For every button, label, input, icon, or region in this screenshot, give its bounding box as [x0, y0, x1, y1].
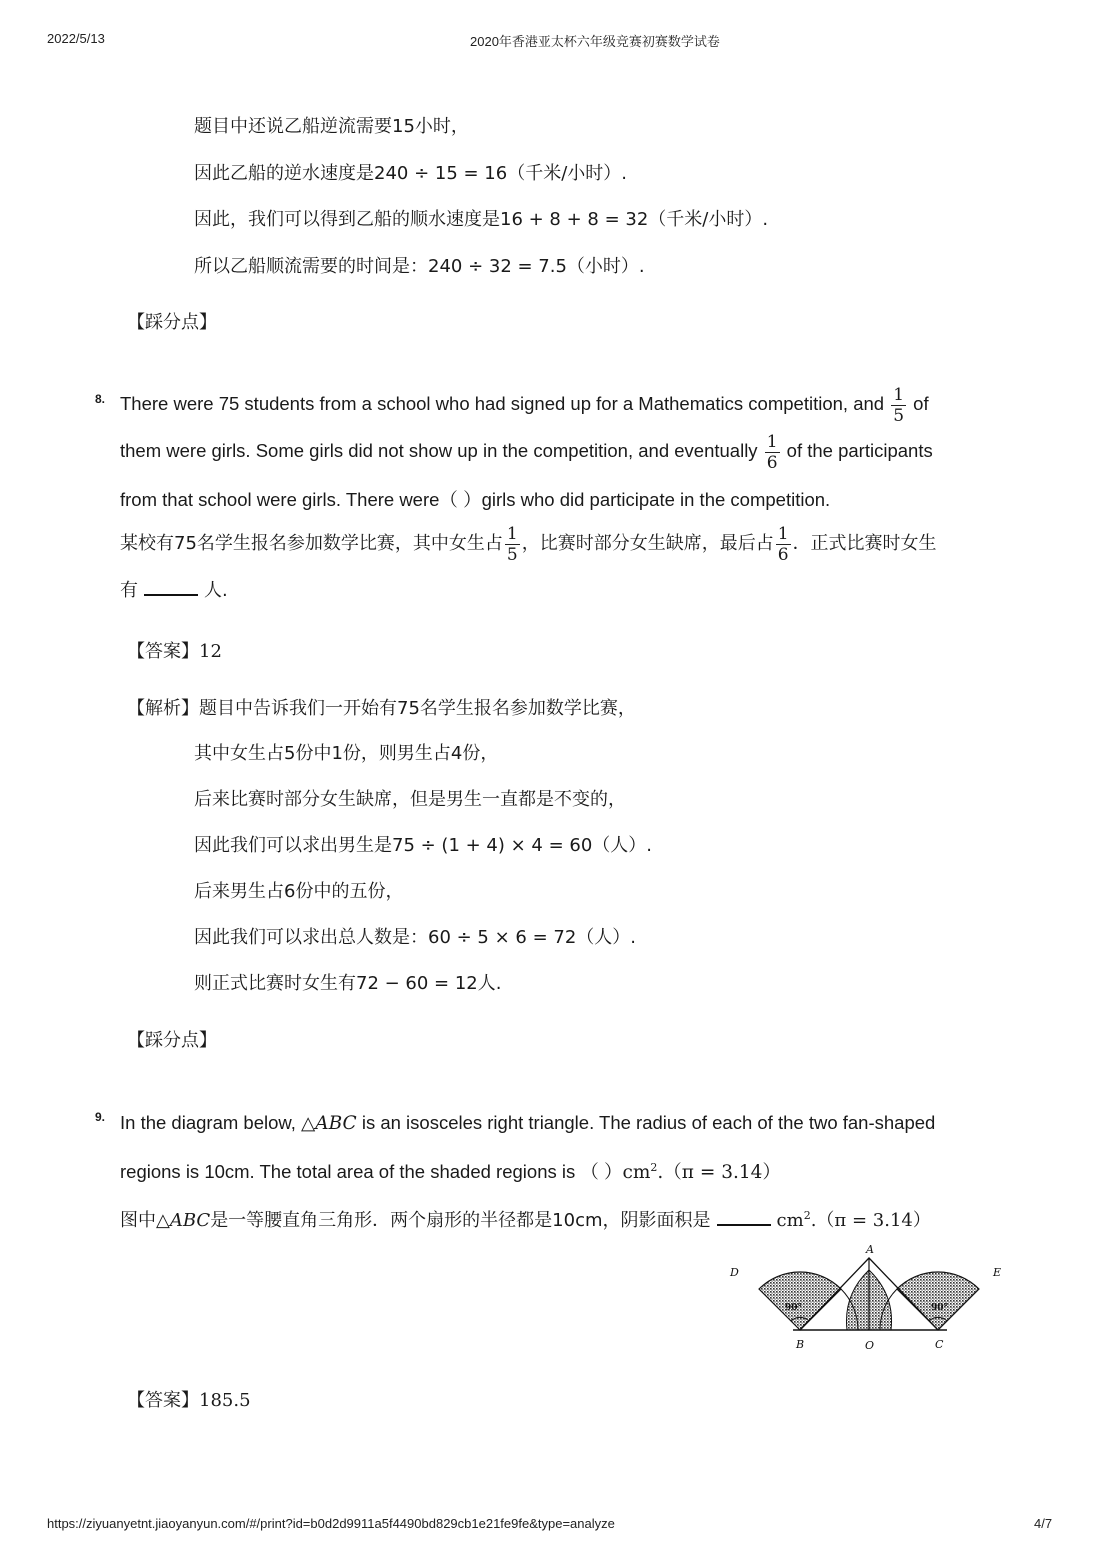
q8-chinese-line1: [120, 522, 937, 566]
fraction-one-sixth: [776, 524, 791, 565]
unit-exponent: 2: [650, 1160, 658, 1174]
answer-blank: [717, 1208, 771, 1226]
scoring-points-label: 【踩分点】: [127, 1030, 217, 1051]
q9-en-text: regions is 10cm. The total area of the shaded regions is （ ）: [120, 1161, 623, 1182]
analysis-line: 后来比赛时部分女生缺席，但是男生一直都是不变的，: [194, 789, 626, 810]
unit-cm: cm: [622, 1162, 651, 1183]
q8-english-line3: from that school were girls. There were（ ）girls who did participate in the competition.: [120, 489, 831, 510]
q9-en-text: In the diagram below,: [120, 1112, 296, 1133]
q9-zh-text: 是一等腰直角三角形．两个扇形的半径都是10cm，阴影面积是: [210, 1210, 711, 1231]
angle-label-left: 90°: [785, 1303, 803, 1313]
q9-zh-text: .（π = 3.14）: [810, 1210, 931, 1231]
answer-value: 185.5: [199, 1390, 251, 1411]
analysis-line: 因此我们可以求出总人数是：60 ÷ 5 × 6 = 72（人）.: [194, 927, 637, 948]
q8-zh-text: ，比赛时部分女生缺席，最后占: [521, 533, 774, 554]
solution-line: 题目中还说乙船逆流需要15小时，: [194, 116, 469, 137]
scoring-points-label: 【踩分点】: [127, 312, 217, 333]
answer-label: 【答案】: [127, 641, 199, 662]
fraction-one-fifth: [505, 524, 520, 565]
angle-label-right: 90°: [931, 1303, 949, 1313]
label-a: A: [866, 1243, 874, 1256]
denominator: 5: [893, 405, 905, 426]
q9-chinese-line: [120, 1204, 931, 1233]
unit-exponent: 2: [803, 1209, 811, 1222]
q8-en-text: of: [913, 393, 929, 414]
denominator: 6: [777, 544, 789, 565]
answer-row: [127, 1389, 251, 1413]
q8-en-text: them were girls. Some girls did not show up in the competition, and eventually: [120, 440, 758, 461]
q8-english-line1: [120, 382, 929, 426]
q8-zh-text: ．正式比赛时女生: [792, 533, 937, 554]
answer-value: 12: [199, 641, 222, 662]
q9-english-line2: [120, 1158, 781, 1184]
solution-line: 因此，我们可以得到乙船的顺水速度是16 + 8 + 8 = 32（千米/小时）.: [194, 209, 769, 230]
denominator: 5: [506, 544, 518, 565]
label-b: B: [796, 1338, 805, 1351]
question-number: 8.: [95, 392, 106, 406]
answer-row: [127, 640, 222, 664]
left-sector-shaded: [759, 1272, 841, 1330]
numerator: 1: [766, 431, 778, 452]
footer-url[interactable]: https://ziyuanyetnt.jiaoyanyun.com/#/print?id=b0d2d9911a5f4490bd829cb1e21fe9fe&type=analyze: [47, 1516, 615, 1531]
right-sector-shaded: [897, 1272, 979, 1330]
q9-en-text: is an isosceles right triangle. The radius of each of the two fan-shaped: [361, 1112, 936, 1133]
page-number: 4/7: [1034, 1516, 1053, 1531]
label-o: O: [865, 1339, 875, 1352]
q9-zh-text: 图中: [120, 1210, 156, 1231]
triangle-abc: △ABC: [301, 1113, 357, 1134]
q9-english-line1: [120, 1112, 935, 1134]
question-number: 9.: [95, 1110, 106, 1124]
q8-zh-text: 某校有75名学生报名参加数学比赛，其中女生占: [120, 533, 503, 554]
answer-label: 【答案】: [127, 1390, 199, 1411]
analysis-label: 【解析】: [127, 698, 199, 719]
answer-blank: [144, 578, 198, 596]
q8-en-text: There were 75 students from a school who had signed up for a Mathematics competition, and: [120, 393, 885, 414]
analysis-text: 题目中告诉我们一开始有75名学生报名参加数学比赛，: [199, 698, 636, 719]
label-c: C: [935, 1338, 944, 1351]
numerator: 1: [777, 523, 789, 544]
denominator: 6: [766, 452, 778, 473]
q8-en-text: of the participants: [786, 440, 933, 461]
q8-zh-text: 有: [120, 580, 138, 601]
analysis-line: 因此我们可以求出男生是75 ÷ (1 + 4) × 4 = 60（人）.: [194, 835, 653, 856]
analysis-line: 其中女生占5份中1份，则男生占4份，: [194, 743, 499, 764]
numerator: 1: [893, 384, 905, 405]
page-title: 2020年香港亚太杯六年级竞赛初赛数学试卷: [470, 34, 720, 49]
q8-english-line2: [120, 429, 933, 473]
print-date: 2022/5/13: [47, 31, 105, 46]
label-d: D: [730, 1266, 739, 1279]
q8-chinese-line2: [120, 578, 228, 603]
fraction-one-sixth: [765, 432, 780, 473]
fraction-one-fifth: [891, 385, 906, 426]
q8-zh-text: 人.: [204, 580, 228, 601]
unit-cm: cm: [776, 1210, 804, 1231]
q9-en-text: .（π = 3.14）: [657, 1162, 781, 1183]
solution-line: 所以乙船顺流需要的时间是：240 ÷ 32 = 7.5（小时）.: [194, 256, 645, 277]
sector-triangle-diagram: [725, 1240, 1015, 1355]
label-e: E: [993, 1266, 1002, 1279]
analysis-line: 则正式比赛时女生有72 − 60 = 12人.: [194, 973, 502, 994]
numerator: 1: [506, 523, 518, 544]
analysis-row: [127, 697, 636, 721]
triangle-abc: △ABC: [156, 1210, 211, 1231]
analysis-line: 后来男生占6份中的五份，: [194, 881, 404, 902]
solution-line: 因此乙船的逆水速度是240 ÷ 15 = 16（千米/小时）.: [194, 163, 628, 184]
